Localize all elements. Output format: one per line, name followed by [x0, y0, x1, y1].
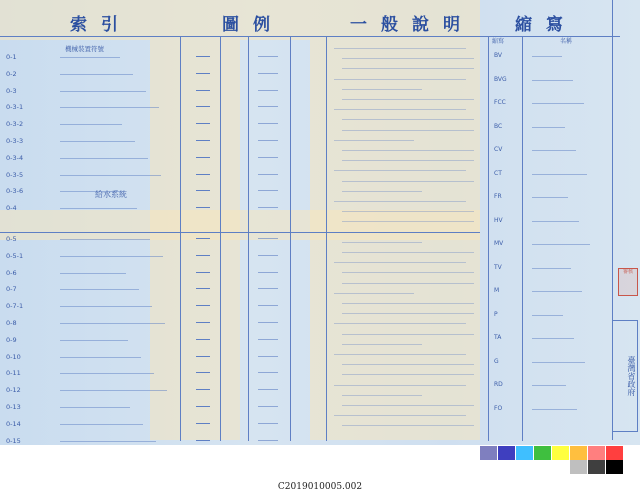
note-text-line	[342, 58, 474, 59]
legend-symbol	[196, 272, 210, 273]
index-text-line	[60, 141, 135, 142]
note-text-line	[342, 272, 474, 273]
index-text-line	[60, 306, 152, 307]
frame-line	[0, 36, 620, 37]
index-text-line	[60, 208, 137, 209]
legend-symbol	[258, 255, 278, 256]
legend-symbol	[258, 56, 278, 57]
legend-symbol	[196, 288, 210, 289]
paper-stain	[0, 210, 480, 240]
index-row: 0-8	[6, 319, 17, 327]
legend-symbol	[258, 238, 278, 239]
legend-symbol	[196, 238, 210, 239]
legend-symbol	[258, 440, 278, 441]
abbreviation-code: FR	[494, 193, 502, 200]
note-text-line	[334, 323, 466, 324]
legend-symbol	[258, 356, 278, 357]
legend-symbol	[196, 389, 210, 390]
abbreviation-name-line	[532, 197, 568, 198]
legend-symbol	[258, 389, 278, 390]
note-text-line	[334, 140, 414, 141]
index-text-line	[60, 91, 146, 92]
index-row: 0-5-1	[6, 251, 24, 260]
index-text-line	[60, 158, 148, 159]
legend-symbol	[196, 190, 210, 191]
note-text-line	[342, 150, 474, 151]
index-row: 0-3-4	[6, 153, 24, 162]
legend-symbol	[196, 56, 210, 57]
index-text-line	[60, 441, 156, 442]
abbreviation-code: BV	[494, 52, 503, 59]
legend-symbol	[258, 207, 278, 208]
index-row: 0-13	[6, 403, 21, 411]
note-text-line	[342, 191, 422, 192]
legend-symbol	[258, 288, 278, 289]
legend-symbol	[258, 339, 278, 340]
note-text-line	[342, 68, 474, 69]
abbr-col-header-code: 縮寫	[492, 38, 505, 45]
index-text-line	[60, 124, 122, 125]
abbreviation-name-line	[532, 362, 585, 363]
abbreviation-name-line	[532, 338, 574, 339]
color-swatch	[534, 446, 551, 460]
note-text-line	[342, 374, 474, 375]
legend-symbol	[196, 106, 210, 107]
abbreviation-name-line	[532, 103, 584, 104]
color-swatch	[606, 460, 623, 474]
abbreviation-name-line	[532, 315, 563, 316]
legend-symbol	[196, 174, 210, 175]
color-swatch	[570, 460, 587, 474]
legend-symbol	[258, 90, 278, 91]
note-text-line	[342, 283, 474, 284]
abbreviation-name-line	[532, 221, 579, 222]
abbreviation-name-line	[532, 150, 576, 151]
legend-symbol	[258, 190, 278, 191]
legend-symbol	[258, 406, 278, 407]
index-text-line	[60, 323, 165, 324]
abbreviations-header: 縮寫	[515, 15, 577, 35]
abbreviation-code: TA	[494, 334, 502, 341]
abbreviation-code: G	[494, 357, 499, 365]
legend-symbol	[196, 322, 210, 323]
frame-line	[248, 36, 249, 441]
note-text-line	[334, 385, 466, 386]
legend-symbol	[196, 73, 210, 74]
index-text-line	[60, 289, 139, 290]
legend-symbol	[196, 207, 210, 208]
abbreviation-name-line	[532, 80, 573, 81]
abbreviation-code: CT	[494, 169, 502, 177]
legend-symbol	[196, 440, 210, 441]
index-text-line	[60, 373, 154, 374]
legend-symbol	[196, 406, 210, 407]
legend-symbol	[196, 372, 210, 373]
general-header: 一般說明	[350, 15, 474, 35]
abbreviation-name-line	[532, 268, 571, 269]
index-text-line	[60, 390, 167, 391]
index-row: 0-3	[6, 86, 17, 95]
note-text-line	[342, 252, 474, 253]
index-row: 0-15	[6, 436, 21, 445]
note-text-line	[342, 303, 474, 304]
note-text-line	[342, 221, 474, 222]
legend-symbol	[258, 305, 278, 306]
index-row: 0-3-3	[6, 137, 24, 145]
legend-symbol	[258, 73, 278, 74]
color-swatch	[588, 460, 605, 474]
index-row: 0-5	[6, 235, 17, 243]
abbreviation-code: CV	[494, 146, 503, 153]
note-text-line	[342, 99, 474, 100]
legend-symbol	[196, 305, 210, 306]
abbreviation-name-line	[532, 174, 587, 175]
index-header: 索引	[70, 15, 132, 35]
color-swatch	[570, 446, 587, 460]
index-row: 0-3-5	[6, 170, 24, 179]
index-text-line	[60, 175, 161, 176]
abbreviation-name-line	[532, 385, 566, 386]
frame-line	[522, 36, 523, 441]
index-row: 0-9	[6, 335, 17, 344]
red-stamp: 審核	[618, 268, 638, 296]
note-text-line	[342, 160, 474, 161]
note-text-line	[334, 232, 466, 233]
abbreviation-name-line	[532, 409, 577, 410]
index-row: 0-2	[6, 69, 17, 78]
index-text-line	[60, 340, 128, 341]
legend-symbol	[258, 174, 278, 175]
abbreviation-name-line	[532, 244, 590, 245]
index-row: 0-10	[6, 352, 21, 361]
note-text-line	[334, 415, 466, 416]
legend-symbol	[196, 356, 210, 357]
legend-symbol	[196, 339, 210, 340]
index-row: 0-6	[6, 268, 17, 277]
abbreviation-code: BVG	[494, 75, 507, 83]
note-text-line	[342, 119, 474, 120]
index-text-line	[60, 239, 150, 240]
note-text-line	[334, 79, 466, 80]
note-text-line	[334, 170, 466, 171]
index-text-line	[60, 57, 120, 58]
note-text-line	[342, 395, 422, 396]
frame-line	[220, 36, 221, 441]
note-text-line	[334, 201, 466, 202]
frame-line	[290, 36, 291, 441]
index-row: 0-1	[6, 53, 17, 61]
note-text-line	[342, 334, 474, 335]
abbreviation-code: MV	[494, 240, 504, 247]
abbreviation-code: TV	[494, 263, 502, 271]
index-text-line	[60, 407, 130, 408]
color-swatch	[588, 446, 605, 460]
index-text-line	[60, 74, 133, 75]
color-swatch	[516, 446, 533, 460]
legend-header: 圖例	[222, 15, 284, 35]
abbreviation-name-line	[532, 127, 565, 128]
index-row: 0-11	[6, 369, 21, 378]
index-text-line	[60, 107, 159, 108]
color-swatch	[552, 446, 569, 460]
middle-label: 給水系統	[95, 190, 127, 199]
note-text-line	[334, 48, 466, 49]
legend-symbol	[258, 106, 278, 107]
index-row: 0-7	[6, 285, 17, 294]
legend-symbol	[258, 372, 278, 373]
index-text-line	[60, 424, 143, 425]
legend-symbol	[258, 423, 278, 424]
note-text-line	[342, 313, 474, 314]
legend-symbol	[196, 157, 210, 158]
abbreviation-name-line	[532, 291, 582, 292]
paper-stain	[310, 40, 480, 440]
title-block: 臺灣省政府	[612, 320, 638, 432]
abbreviation-code: FO	[494, 404, 503, 412]
abbreviation-code: M	[494, 287, 500, 294]
note-text-line	[334, 293, 414, 294]
abbreviation-code: RD	[494, 381, 503, 388]
legend-symbol	[258, 157, 278, 158]
frame-line	[180, 36, 181, 441]
index-text-line	[60, 357, 141, 358]
note-text-line	[342, 130, 474, 131]
index-row: 0-3-2	[6, 120, 24, 129]
legend-symbol	[258, 272, 278, 273]
legend-symbol	[196, 140, 210, 141]
note-text-line	[342, 211, 474, 212]
index-subtitle: 機械裝置符號	[65, 45, 104, 53]
abbreviation-code: FCC	[494, 99, 506, 106]
archive-caption: C2019010005.002	[277, 482, 363, 492]
index-text-line	[60, 256, 163, 257]
legend-symbol	[258, 322, 278, 323]
index-row: 0-7-1	[6, 302, 24, 311]
note-text-line	[342, 405, 474, 406]
abbr-col-header-name: 名稱	[560, 38, 573, 45]
abbreviation-name-line	[532, 56, 562, 57]
note-text-line	[342, 181, 474, 182]
note-text-line	[342, 242, 422, 243]
legend-symbol	[196, 90, 210, 91]
note-text-line	[334, 354, 466, 355]
abbreviation-code: HV	[494, 216, 503, 224]
color-swatch	[480, 446, 497, 460]
abbreviation-code: P	[494, 310, 498, 318]
index-row: 0-4	[6, 204, 17, 213]
note-text-line	[334, 109, 466, 110]
note-text-line	[342, 364, 474, 365]
frame-line	[326, 36, 327, 441]
note-text-line	[342, 425, 474, 426]
legend-symbol	[196, 423, 210, 424]
color-swatch	[606, 446, 623, 460]
legend-symbol	[196, 123, 210, 124]
note-text-line	[342, 89, 422, 90]
index-row: 0-3-6	[6, 187, 24, 196]
index-row: 0-12	[6, 386, 21, 395]
index-row: 0-3-1	[6, 103, 24, 112]
note-text-line	[342, 344, 422, 345]
legend-symbol	[258, 140, 278, 141]
color-swatch	[552, 460, 569, 474]
color-swatch	[498, 446, 515, 460]
legend-symbol	[196, 255, 210, 256]
paper-stain	[150, 40, 240, 440]
index-text-line	[60, 273, 126, 274]
legend-symbol	[258, 123, 278, 124]
frame-line	[488, 36, 489, 441]
note-text-line	[334, 262, 466, 263]
index-row: 0-14	[6, 419, 21, 428]
abbreviation-code: BC	[494, 122, 503, 130]
